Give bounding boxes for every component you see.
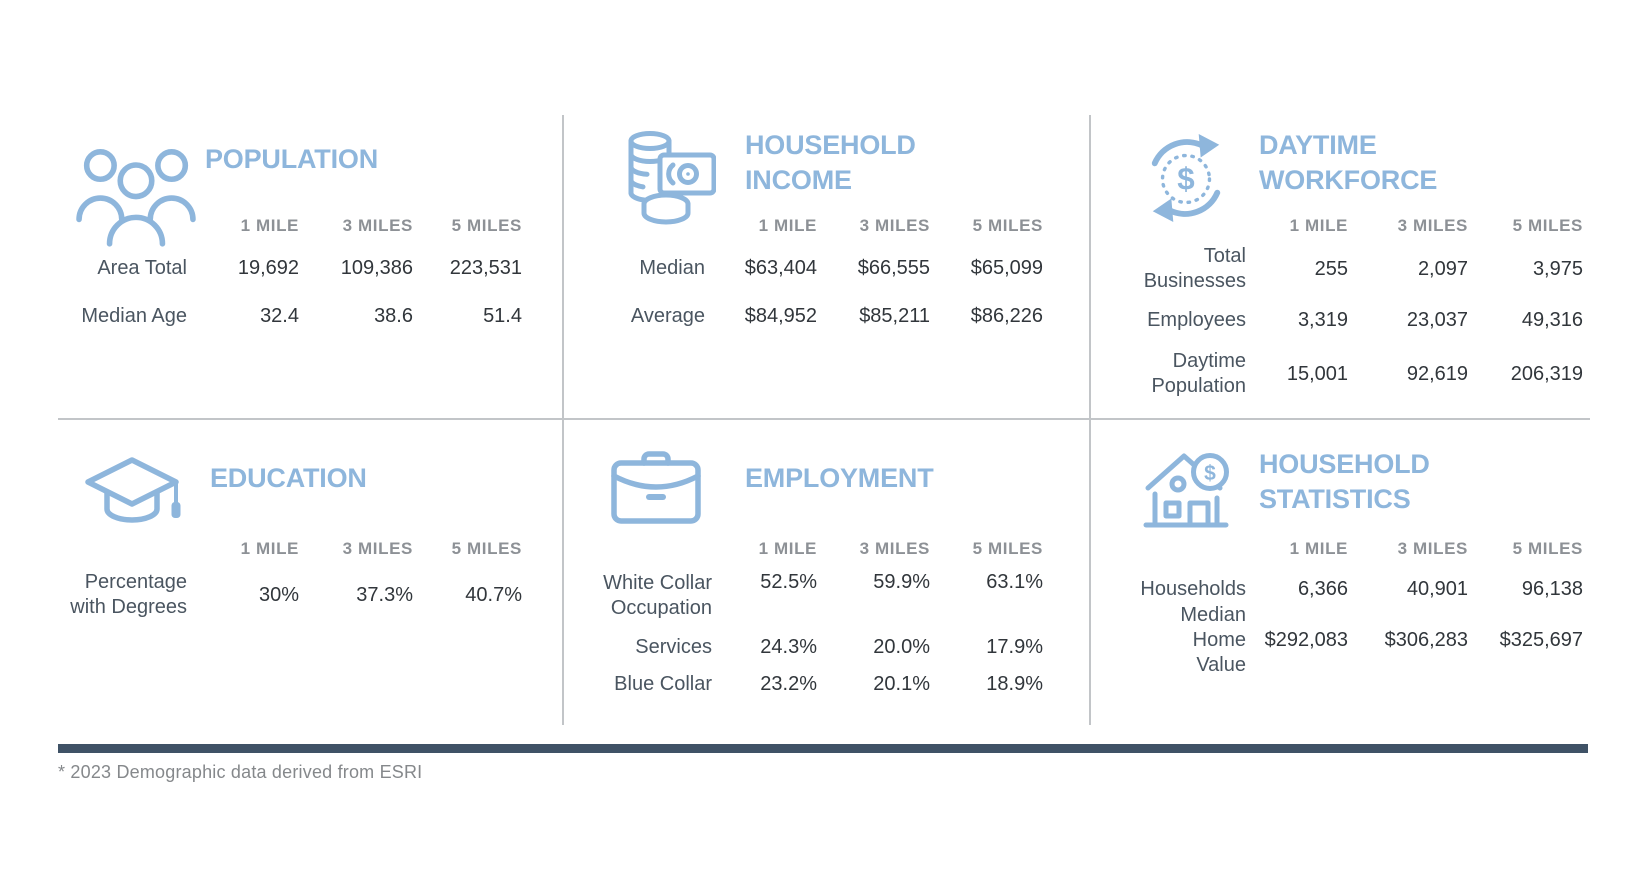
stat-value: 63.1% <box>986 571 1043 593</box>
graduation-cap-icon <box>80 445 184 539</box>
stat-label: Services <box>635 635 712 658</box>
distance-header-3miles: 3 MILES <box>1397 539 1468 558</box>
stat-label: Daytime Population <box>1151 350 1246 397</box>
stat-label: Percentage with Degrees <box>70 571 187 618</box>
stat-label: Median <box>639 256 705 279</box>
stat-label: Area Total <box>97 256 187 279</box>
stat-value: 2,097 <box>1417 257 1468 280</box>
stat-label: Median Age <box>81 304 187 327</box>
distance-header-3miles: 3 MILES <box>1397 216 1468 235</box>
distance-header-3miles: 3 MILES <box>859 539 930 558</box>
panel-title-line: STATISTICS <box>1259 484 1411 514</box>
distance-header-5miles: 5 MILES <box>1512 539 1583 558</box>
panel-title <box>1259 447 1430 517</box>
stat-value: 255 <box>1314 257 1348 280</box>
distance-header-5miles: 5 MILES <box>1512 216 1583 235</box>
household-statistics-table <box>1140 531 1583 676</box>
population-table <box>58 208 522 340</box>
distance-header-3miles: 3 MILES <box>342 216 413 235</box>
panel-title-line: INCOME <box>745 165 852 195</box>
panel-title-line: HOUSEHOLD <box>745 130 916 160</box>
stat-value: $306,283 <box>1384 628 1468 651</box>
stat-value: 59.9% <box>873 571 930 593</box>
stat-value: 15,001 <box>1286 362 1348 385</box>
stat-value: 96,138 <box>1521 577 1583 600</box>
stat-label: Median Home Value <box>1180 603 1246 676</box>
stat-value: 40.7% <box>465 583 522 606</box>
stat-label: Employees <box>1147 308 1246 331</box>
stat-value: 109,386 <box>340 256 413 279</box>
stat-value: 223,531 <box>449 256 522 279</box>
distance-header-1mile: 1 MILE <box>240 539 299 558</box>
stat-value: 6,366 <box>1297 577 1348 600</box>
distance-header-5miles: 5 MILES <box>972 216 1043 235</box>
panel-employment <box>600 435 1043 715</box>
panel-title <box>1259 128 1437 198</box>
footer-note: * 2023 Demographic data derived from ESRI <box>58 762 423 782</box>
briefcase-icon <box>608 449 704 529</box>
panel-title-line: EDUCATION <box>210 463 367 493</box>
stat-value: $325,697 <box>1499 628 1583 651</box>
stat-value: 23,037 <box>1406 308 1468 331</box>
stat-label: Average <box>630 304 705 327</box>
vertical-divider-right <box>1089 115 1091 725</box>
stat-label: Households <box>1140 577 1246 600</box>
panel-title-line: DAYTIME <box>1259 130 1377 160</box>
daytime-workforce-table <box>1142 208 1583 402</box>
stat-value: $86,226 <box>970 304 1043 327</box>
distance-header-5miles: 5 MILES <box>972 539 1043 558</box>
panel-household-statistics <box>1142 435 1583 695</box>
panel-title <box>745 128 916 198</box>
stat-value: 51.4 <box>483 304 522 327</box>
distance-header-1mile: 1 MILE <box>758 539 817 558</box>
stat-value: 52.5% <box>760 571 817 593</box>
stat-value: 3,975 <box>1532 257 1583 280</box>
stat-value: 37.3% <box>356 583 413 606</box>
distance-header-5miles: 5 MILES <box>451 539 522 558</box>
panel-education <box>58 435 522 675</box>
distance-header-1mile: 1 MILE <box>1289 539 1348 558</box>
employment-table <box>600 531 1043 703</box>
stat-value: 20.0% <box>873 635 930 658</box>
stat-value: 20.1% <box>873 672 930 695</box>
stat-value: 19,692 <box>237 256 299 279</box>
svg-text:$: $ <box>1177 161 1195 197</box>
stat-value: 206,319 <box>1510 362 1583 385</box>
horizontal-divider <box>58 418 1590 420</box>
stat-value: $292,083 <box>1264 628 1348 651</box>
panel-title-line: EMPLOYMENT <box>745 463 934 493</box>
bottom-rule <box>58 744 1588 753</box>
stat-value: $65,099 <box>970 256 1043 279</box>
distance-header-1mile: 1 MILE <box>240 216 299 235</box>
stat-value: 49,316 <box>1521 308 1583 331</box>
household-income-table <box>600 208 1043 340</box>
panel-title-line: HOUSEHOLD <box>1259 449 1430 479</box>
stat-label: White Collar Occupation <box>603 572 712 619</box>
vertical-divider-left <box>562 115 564 725</box>
distance-header-3miles: 3 MILES <box>342 539 413 558</box>
distance-header-5miles: 5 MILES <box>451 216 522 235</box>
distance-header-1mile: 1 MILE <box>758 216 817 235</box>
stat-value: $84,952 <box>744 304 817 327</box>
stat-value: 24.3% <box>760 635 817 658</box>
panel-title <box>205 142 378 177</box>
distance-header-1mile: 1 MILE <box>1289 216 1348 235</box>
panel-title-line: POPULATION <box>205 144 378 174</box>
stat-value: 38.6 <box>374 304 413 327</box>
panel-title <box>210 461 367 496</box>
panel-title <box>745 461 934 496</box>
stat-value: 23.2% <box>760 672 817 695</box>
panel-title-line: WORKFORCE <box>1259 165 1438 195</box>
stat-value: $63,404 <box>744 256 817 279</box>
stat-label: Blue Collar <box>614 672 712 695</box>
stat-value: 3,319 <box>1297 308 1348 331</box>
house-dollar-icon <box>1142 445 1230 533</box>
stat-value: 40,901 <box>1406 577 1468 600</box>
panel-household-income <box>600 130 1043 410</box>
svg-text:$: $ <box>1204 462 1216 485</box>
panel-population <box>58 130 522 410</box>
stat-value: $66,555 <box>857 256 930 279</box>
stat-value: 18.9% <box>986 672 1043 695</box>
stat-value: 17.9% <box>986 635 1043 658</box>
stat-label: Total Businesses <box>1143 245 1246 292</box>
stat-value: 30% <box>258 583 299 606</box>
stat-value: 32.4 <box>260 304 299 327</box>
distance-header-3miles: 3 MILES <box>859 216 930 235</box>
stat-value: $85,211 <box>859 304 930 327</box>
panel-daytime-workforce <box>1142 130 1583 410</box>
stat-value: 92,619 <box>1406 362 1468 385</box>
education-table <box>58 531 522 623</box>
